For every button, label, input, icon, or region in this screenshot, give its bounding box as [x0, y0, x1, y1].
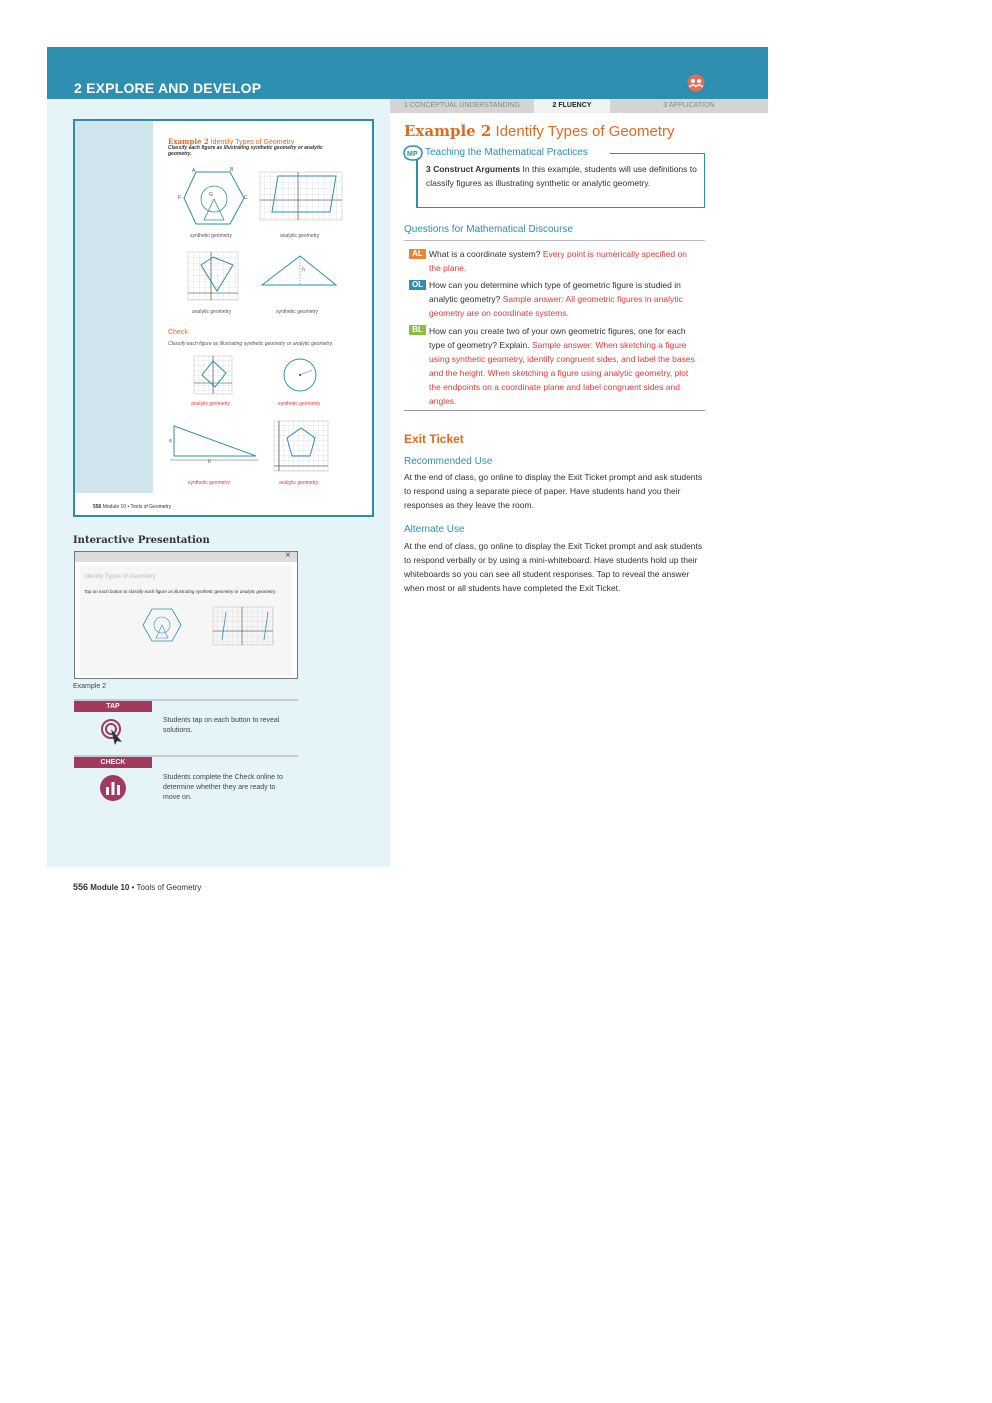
discourse-question-ol: [429, 278, 699, 320]
mp-practice-label: 3 Construct Arguments: [426, 164, 521, 174]
ol-badge: OL: [409, 280, 426, 290]
answer-bl-text: Sample answer: When sketching a figure using synthetic geometry, identify congruent sides, and label the bases and the height. When sketching a figure using analytic geometry, plot the endpoints on a coordinate plane and label congruent sides and angles.: [429, 340, 695, 406]
discourse-question-bl: [429, 324, 699, 408]
example-title: Identify Types of Geometry: [495, 123, 675, 140]
discourse-question-al: [429, 247, 699, 275]
math-practices-heading: Teaching the Mathematical Practices: [425, 147, 588, 158]
sp-instruction: Classify each figure as illustrating synthetic geometry or analytic geometry.: [168, 145, 323, 157]
sp-check-instruction: Classify each figure as illustrating synthetic geometry or analytic geometry.: [168, 341, 333, 347]
discourse-top-rule: [404, 240, 705, 241]
close-icon[interactable]: ×: [285, 550, 291, 561]
svg-text:C: C: [244, 195, 248, 201]
discourse-heading: Questions for Mathematical Discourse: [404, 224, 573, 235]
mp-practice-text: In this example, students will use definitions to classify figures as illustrating synthetic or analytic geometry.: [426, 164, 697, 188]
tab-conceptual-understanding[interactable]: 1 CONCEPTUAL UNDERSTANDING: [404, 102, 520, 109]
sp-check-label-3: synthetic geometry: [188, 480, 230, 486]
sp-check-heading: Check: [168, 329, 188, 336]
svg-text:h: h: [302, 267, 305, 273]
section-title: 2 EXPLORE AND DEVELOP: [74, 80, 262, 96]
group-icon: [686, 74, 706, 92]
page-number: 556: [73, 882, 89, 892]
grid-kite-figure: [187, 251, 239, 301]
question-al-text: What is a coordinate system?: [429, 249, 541, 259]
check-right-triangle-figure: [168, 418, 260, 464]
alternate-use-heading: Alternate Use: [404, 524, 465, 535]
screen-instruction: Tap on each button to classify each figure as illustrating synthetic geometry or analytic geometry.: [84, 589, 277, 594]
check-circle-figure: [280, 357, 320, 393]
tap-tag: TAP: [74, 701, 152, 712]
check-tag: CHECK: [74, 757, 152, 768]
tab-application[interactable]: 3 APPLICATION: [663, 102, 715, 109]
presentation-caption: Example 2: [73, 683, 107, 690]
screen-hexagon-figure: [141, 605, 183, 645]
sp-check-label-1: analytic geometry: [191, 401, 231, 407]
answer-al-text: Every point is numerically specified on the plane.: [429, 249, 687, 273]
triangle-figure: [258, 253, 340, 289]
recommended-use-heading: Recommended Use: [404, 456, 493, 467]
footer-title: Tools of Geometry: [136, 883, 202, 892]
sp-label-4: synthetic geometry: [276, 309, 318, 315]
check-grid-square-figure: [193, 355, 233, 395]
screen-title: Identify Types of Geometry: [84, 574, 156, 580]
al-badge: AL: [409, 249, 426, 259]
page-footer: [73, 882, 201, 892]
footer-separator: •: [131, 883, 135, 892]
tap-icon: [100, 718, 126, 746]
recommended-use-text: At the end of class, go online to display the Exit Ticket prompt and ask students to respond using a separate piece of paper. Have students hand you their responses as they leave the room.: [404, 472, 703, 510]
discourse-bottom-rule: [404, 410, 705, 411]
svg-text:b: b: [208, 459, 211, 464]
svg-text:A: A: [192, 168, 196, 174]
mp-badge-icon: [403, 145, 423, 161]
sp-check-label-2: synthetic geometry: [278, 401, 320, 407]
grid-parallelogram-figure: [258, 170, 344, 222]
screen-grid-figure: [212, 606, 274, 646]
sp-example-title: Identify Types of Geometry: [210, 139, 295, 146]
check-grid-pentagon-figure: [273, 420, 329, 472]
exit-ticket-heading: Exit Ticket: [404, 432, 464, 446]
math-practices-text: [426, 162, 701, 190]
tap-description: Students tap on each button to reveal solutions.: [163, 717, 280, 734]
svg-text:a: a: [169, 438, 172, 444]
svg-text:B: B: [230, 167, 234, 173]
student-page-margin: [75, 121, 153, 493]
sp-footer: [93, 504, 171, 510]
example-heading: [404, 122, 675, 140]
bl-badge: BL: [409, 325, 426, 335]
presentation-title-bar: [75, 552, 297, 562]
sp-footer-num: 556: [93, 504, 102, 510]
footer-module: Module 10: [90, 883, 130, 892]
svg-text:G: G: [209, 192, 213, 198]
answer-ol-text: Sample answer: All geometric figures in analytic geometry are on coordinate systems.: [429, 294, 683, 318]
question-ol-text: How can you determine which type of geometric figure is studied in analytic geometry?: [429, 280, 681, 304]
svg-text:MP: MP: [407, 151, 418, 158]
sp-label-1: synthetic geometry: [190, 233, 232, 239]
sp-label-2: analytic geometry: [280, 233, 320, 239]
tab-fluency[interactable]: 2 FLUENCY: [534, 99, 610, 113]
sp-check-label-4: analytic geometry: [279, 480, 319, 486]
check-chart-icon: [99, 774, 127, 802]
sp-label-3: analytic geometry: [192, 309, 232, 315]
sp-example-label: Example 2: [168, 137, 209, 146]
example-label: Example 2: [404, 122, 492, 140]
math-practices-box-top: [610, 153, 705, 154]
sp-footer-text: Module 10 • Tools of Geometry: [102, 504, 172, 510]
svg-text:F: F: [178, 195, 182, 201]
alternate-use-text: At the end of class, go online to display the Exit Ticket prompt and ask students to respond verbally or by using a mini-whiteboard. Have students hold up their whiteboards so you can see all student responses. Tap to reveal the answer when most or all students have completed the Exit Ticket.: [404, 541, 703, 593]
question-bl-text: How can you create two of your own geometric figures, one for each type of geometry? Explain.: [429, 326, 686, 350]
interactive-presentation-title: Interactive Presentation: [73, 535, 210, 546]
hexagon-figure: [178, 166, 250, 230]
practice-tabs: [390, 99, 768, 113]
check-description: Students complete the Check online to determine whether they are ready to move on.: [163, 774, 283, 801]
